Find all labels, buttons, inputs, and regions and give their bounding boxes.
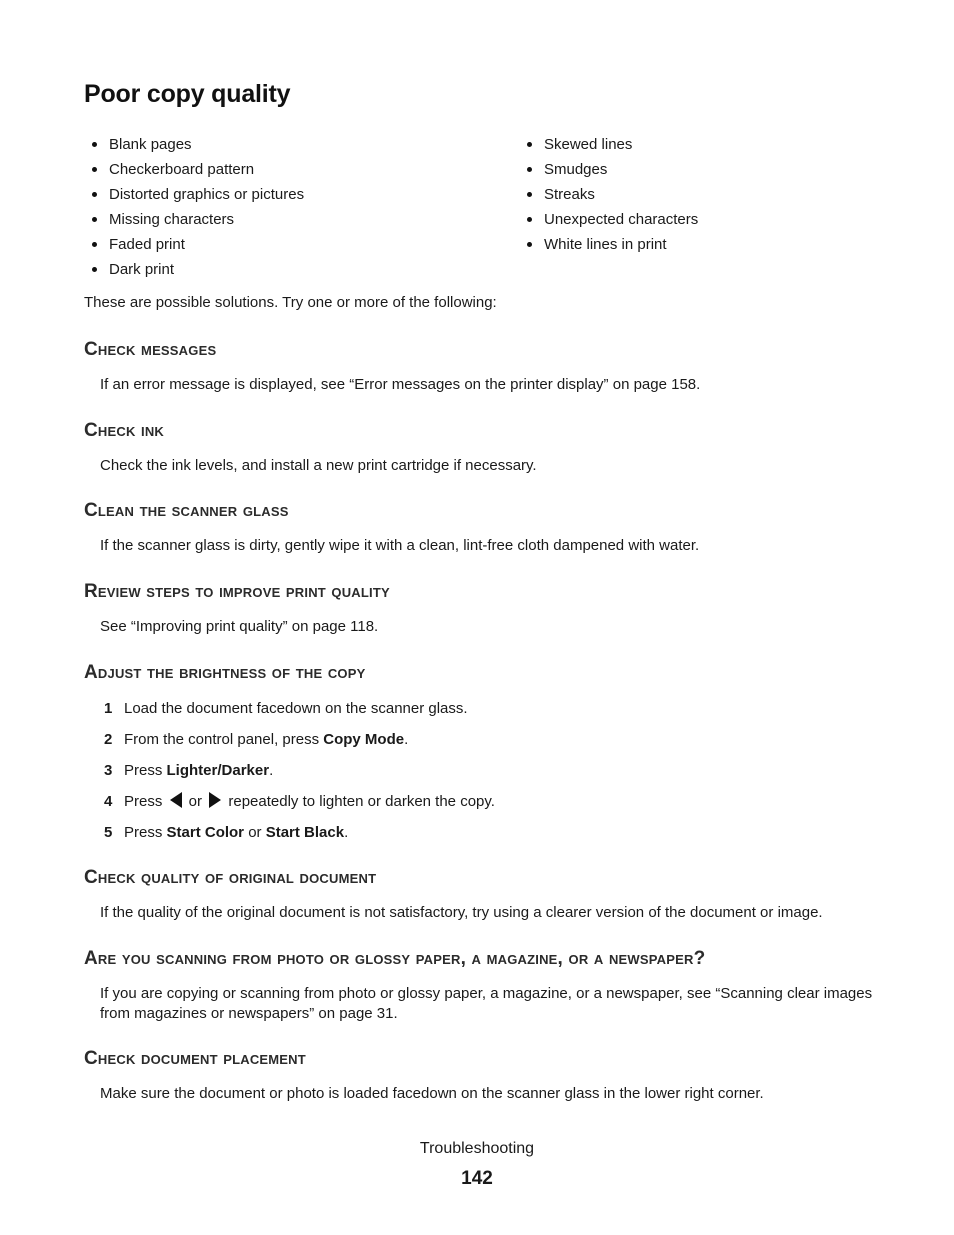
list-item: Skewed lines [527, 135, 698, 160]
paragraph-check-ink: Check the ink levels, and install a new print cartridge if necessary. [100, 457, 537, 474]
paragraph-scanning-photo: If you are copying or scanning from photo or glossy paper, a magazine, or a newspaper, see “Scanning clear images from magazines or newspapers” on page 31. [100, 985, 873, 1022]
paragraph-check-messages: If an error message is displayed, see “Error messages on the printer display” on page 158. [100, 376, 701, 393]
footer-section-name: Troubleshooting [419, 1140, 535, 1157]
heading-scanning-photo: Are you scanning from photo or glossy paper, a magazine, or a newspaper? [84, 948, 706, 969]
step-item: 5 Press Start Color or Start Black. [104, 824, 349, 841]
problem-list-left [92, 135, 304, 285]
page-number: 142 [461, 1168, 493, 1189]
step-item: 2 From the control panel, press Copy Mode. [104, 731, 409, 748]
list-item: Smudges [527, 160, 698, 185]
heading-clean-scanner-glass: Clean the scanner glass [84, 500, 289, 521]
heading-review-steps: Review steps to improve print quality [84, 581, 390, 602]
bullet-icon [92, 167, 97, 172]
bullet-icon [92, 267, 97, 272]
heading-check-messages: Check messages [84, 339, 217, 360]
paragraph-check-placement: Make sure the document or photo is loaded facedown on the scanner glass in the lower right corner. [100, 1085, 764, 1102]
heading-check-placement: Check document placement [84, 1048, 306, 1069]
list-item: Unexpected characters [527, 210, 698, 235]
bullet-icon [527, 167, 532, 172]
heading-check-quality: Check quality of original document [84, 867, 377, 888]
bullet-icon [92, 142, 97, 147]
problem-list-right [527, 135, 698, 260]
list-item: White lines in print [527, 235, 698, 260]
bullet-icon [92, 242, 97, 247]
list-item: Missing characters [92, 210, 304, 235]
step-item: 1 Load the document facedown on the scanner glass. [104, 700, 468, 717]
heading-check-ink: Check ink [84, 420, 165, 441]
list-item: Dark print [92, 260, 304, 285]
page-title: Poor copy quality [84, 80, 291, 108]
right-arrow-icon [209, 792, 221, 808]
brightness-steps [100, 699, 495, 854]
start-color-label: Start Color [166, 824, 245, 841]
step-item: 3 Press Lighter/Darker. [104, 762, 274, 779]
bullet-icon [92, 192, 97, 197]
step-item: 4 Press or repeatedly to lighten or darken the copy. [104, 793, 495, 810]
bullet-icon [92, 217, 97, 222]
paragraph-review-steps: See “Improving print quality” on page 118. [100, 618, 379, 635]
bullet-icon [527, 217, 532, 222]
bullet-icon [527, 242, 532, 247]
list-item: Blank pages [92, 135, 304, 160]
bullet-icon [527, 142, 532, 147]
left-arrow-icon [170, 792, 182, 808]
start-black-label: Start Black [265, 824, 345, 841]
lighter-darker-label: Lighter/Darker [166, 762, 270, 779]
list-item: Distorted graphics or pictures [92, 185, 304, 210]
list-item: Checkerboard pattern [92, 160, 304, 185]
intro-text: These are possible solutions. Try one or more of the following: [84, 294, 497, 311]
bullet-icon [527, 192, 532, 197]
list-item: Faded print [92, 235, 304, 260]
heading-adjust-brightness: Adjust the brightness of the copy [84, 662, 366, 683]
copy-mode-label: Copy Mode [323, 731, 405, 748]
paragraph-check-quality: If the quality of the original document is not satisfactory, try using a clearer version of the document or image. [100, 904, 823, 921]
list-item: Streaks [527, 185, 698, 210]
paragraph-clean-scanner-glass: If the scanner glass is dirty, gently wipe it with a clean, lint-free cloth dampened with water. [100, 537, 700, 554]
